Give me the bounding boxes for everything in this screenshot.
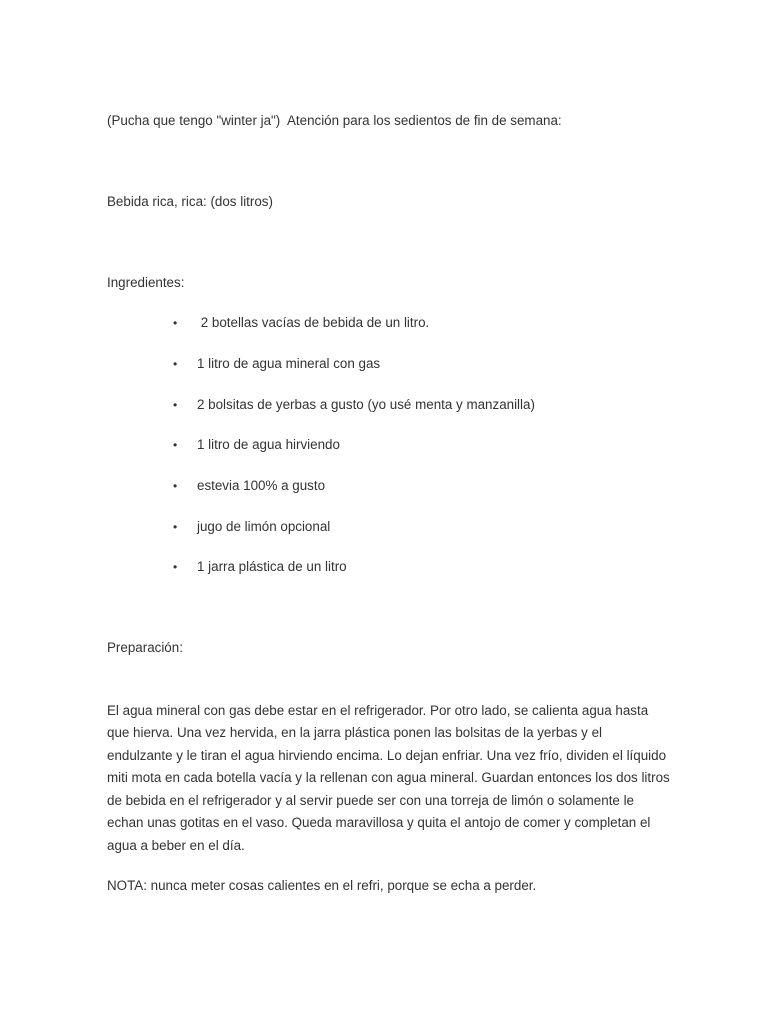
drink-title: Bebida rica, rica: (dos litros) (107, 194, 273, 209)
ingredient-item (0, 519, 640, 535)
bullet-icon: • (173, 316, 178, 330)
note-text: NOTA: nunca meter cosas calientes en el refri, porque se echa a perder. (107, 878, 537, 893)
ingredient-text: 2 botellas vacías de bebida de un litro. (197, 315, 430, 330)
bullet-icon: • (173, 398, 178, 412)
preparation-line: endulzante y le tiran el agua hirviendo encima. Lo dejan enfriar. Una vez frío, dividen el líquido (107, 748, 667, 763)
ingredient-item (0, 356, 640, 372)
preparation-heading: Preparación: (107, 640, 183, 655)
ingredient-item (0, 478, 640, 494)
ingredient-text: estevia 100% a gusto (197, 478, 326, 493)
preparation-line: agua a beber en el día. (107, 838, 245, 853)
bullet-icon: • (173, 438, 178, 452)
preparation-line: echan unas gotitas en el vaso. Queda maravillosa y quita el antojo de comer y completan el (107, 815, 651, 830)
bullet-icon: • (173, 357, 178, 371)
ingredient-item (0, 397, 640, 413)
ingredient-text: 1 litro de agua hirviendo (197, 437, 340, 452)
ingredient-item (0, 437, 640, 453)
preparation-line: miti mota en cada botella vacía y la rellenan con agua mineral. Guardan entonces los dos litros (107, 770, 670, 785)
ingredient-text: 1 jarra plástica de un litro (197, 559, 347, 574)
ingredient-item (0, 559, 640, 575)
intro-text: (Pucha que tengo "winter ja") Atención para los sedientos de fin de semana: (107, 113, 562, 128)
ingredients-heading: Ingredientes: (107, 275, 185, 290)
bullet-icon: • (173, 560, 178, 574)
preparation-line: El agua mineral con gas debe estar en el refrigerador. Por otro lado, se calienta agua hasta (107, 703, 649, 718)
bullet-icon: • (173, 479, 178, 493)
ingredient-item (0, 315, 640, 331)
preparation-line: de bebida en el refrigerador y al servir puede ser con una torreja de limón o solamente le (107, 793, 635, 808)
ingredient-text: 2 bolsitas de yerbas a gusto (yo usé menta y manzanilla) (197, 397, 535, 412)
bullet-icon: • (173, 520, 178, 534)
ingredient-text: 1 litro de agua mineral con gas (197, 356, 381, 371)
preparation-line: que hierva. Una vez hervida, en la jarra plástica ponen las bolsitas de la yerbas y el (107, 725, 602, 740)
ingredient-text: jugo de limón opcional (197, 519, 331, 534)
